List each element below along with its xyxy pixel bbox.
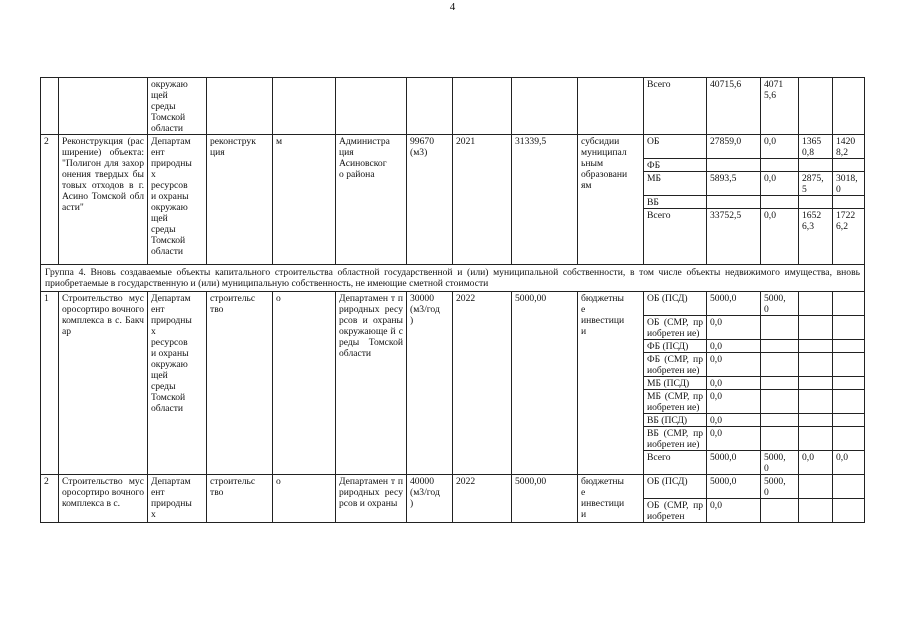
source-year1 (761, 353, 799, 377)
year-cell: 2022 (453, 475, 512, 523)
page-number: 4 (449, 1, 456, 13)
source-year2 (799, 377, 833, 390)
source-label: ВБ (644, 196, 707, 209)
funding-form: бюджетны е инвестици и (578, 475, 644, 523)
source-year1 (761, 390, 799, 414)
source-total: 40715,6 (707, 78, 761, 135)
source-total (707, 159, 761, 172)
capacity-cell: 40000 (м3/год ) (407, 475, 453, 523)
source-year2: 2875, 5 (799, 172, 833, 196)
source-total: 0,0 (707, 427, 761, 451)
object-name: Строительство мусоросортиро вочного комплекса в с. (59, 475, 148, 523)
customer-cell: Департам ент природны х ресурсов и охраны окружаю щей среды Томской области (148, 135, 207, 265)
source-total: 5000,0 (707, 292, 761, 316)
source-label: Всего (644, 78, 707, 135)
source-year2: 1365 0,8 (799, 135, 833, 159)
source-total: 0,0 (707, 353, 761, 377)
table-row (41, 292, 865, 316)
source-total: 0,0 (707, 340, 761, 353)
address-cell: Департамен т природных ресурсов и охраны (336, 475, 407, 523)
source-total: 5000,0 (707, 475, 761, 499)
customer-cell: Департам ент природны х (148, 475, 207, 523)
address-cell: Администра ция Асиновског о района (336, 135, 407, 265)
funding-form: бюджетны е инвестици и (578, 292, 644, 475)
source-label: МБ (644, 172, 707, 196)
work-type: реконструк ция (207, 135, 273, 265)
source-year2 (799, 499, 833, 523)
source-year1: 0,0 (761, 172, 799, 196)
source-label: Всего (644, 451, 707, 475)
year-cell: 2022 (453, 292, 512, 475)
source-year3: 1722 6,2 (833, 209, 865, 265)
source-total: 5893,5 (707, 172, 761, 196)
source-year3 (833, 390, 865, 414)
source-year2 (799, 340, 833, 353)
source-year1: 0,0 (761, 135, 799, 159)
object-name: Реконструкция (расширение) объекта: "Полигон для захоронения твердых бытовых отходов в г. Асино Томской области" (59, 135, 148, 265)
source-year2 (799, 159, 833, 172)
object-name: Строительство мусоросортиро вочного комплекса в с. Бакчар (59, 292, 148, 475)
source-year2 (799, 414, 833, 427)
source-year1: 0,0 (761, 209, 799, 265)
source-year2 (799, 390, 833, 414)
source-total: 0,0 (707, 377, 761, 390)
source-year1 (761, 377, 799, 390)
cost-cell: 31339,5 (512, 135, 578, 265)
source-year3 (833, 78, 865, 135)
cost-cell: 5000,00 (512, 475, 578, 523)
customer-cell: окружаю щей среды Томской области (148, 78, 207, 135)
source-year3: 3018, 0 (833, 172, 865, 196)
source-year2 (799, 353, 833, 377)
source-total: 0,0 (707, 390, 761, 414)
table-row (41, 475, 865, 499)
source-total: 33752,5 (707, 209, 761, 265)
source-year1 (761, 316, 799, 340)
source-year3 (833, 159, 865, 172)
source-year2: 0,0 (799, 451, 833, 475)
source-year1 (761, 159, 799, 172)
row-number: 2 (41, 475, 59, 523)
funding-form: субсидии муниципал ьным образовани ям (578, 135, 644, 265)
capacity-cell: 99670 (м3) (407, 135, 453, 265)
source-total: 27859,0 (707, 135, 761, 159)
source-year1: 5000, 0 (761, 475, 799, 499)
address-cell: Департамен т природных ресурсов и охраны окружающе й среды Томской области (336, 292, 407, 475)
source-label: ФБ (СМР, приобретен ие) (644, 353, 707, 377)
source-year3 (833, 316, 865, 340)
customer-cell: Департам ент природны х ресурсов и охраны окружаю щей среды Томской области (148, 292, 207, 475)
source-total: 0,0 (707, 316, 761, 340)
object-type: о (273, 475, 336, 523)
source-year1: 5000, 0 (761, 451, 799, 475)
source-total (707, 196, 761, 209)
source-year2 (799, 292, 833, 316)
work-type: строительс тво (207, 292, 273, 475)
source-label: ВБ (ПСД) (644, 414, 707, 427)
source-year3 (833, 414, 865, 427)
source-total: 0,0 (707, 414, 761, 427)
source-year3 (833, 353, 865, 377)
row-number: 2 (41, 135, 59, 265)
source-year3 (833, 292, 865, 316)
source-year1 (761, 499, 799, 523)
source-year1 (761, 427, 799, 451)
source-label: ОБ (ПСД) (644, 292, 707, 316)
source-year3: 1420 8,2 (833, 135, 865, 159)
work-type: строительс тво (207, 475, 273, 523)
capacity-cell: 30000 (м3/год ) (407, 292, 453, 475)
source-label: Всего (644, 209, 707, 265)
table-row (41, 135, 865, 159)
source-year3 (833, 196, 865, 209)
year-cell: 2021 (453, 135, 512, 265)
source-year2 (799, 78, 833, 135)
source-year3 (833, 499, 865, 523)
source-label: ОБ (СМР, приобретен ие) (644, 316, 707, 340)
source-total: 0,0 (707, 499, 761, 523)
source-year2 (799, 475, 833, 499)
source-label: ФБ (644, 159, 707, 172)
object-type: о (273, 292, 336, 475)
group-header-row (41, 265, 865, 292)
source-year2 (799, 427, 833, 451)
source-label: ФБ (ПСД) (644, 340, 707, 353)
source-label: ОБ (ПСД) (644, 475, 707, 499)
row-number: 1 (41, 292, 59, 475)
source-label: МБ (СМР, приобретен ие) (644, 390, 707, 414)
source-total: 5000,0 (707, 451, 761, 475)
source-year2 (799, 316, 833, 340)
source-year3: 0,0 (833, 451, 865, 475)
source-year1 (761, 196, 799, 209)
object-type: м (273, 135, 336, 265)
cost-cell: 5000,00 (512, 292, 578, 475)
source-year1 (761, 414, 799, 427)
group-title: Группа 4. Вновь создаваемые объекты капитального строительства областной государственной и (или) муниципальной собственности, в том числе объекты недвижимого имущества, вновь приобретаемые в государственную и (или) муниципальную собственность, не имеющие сметной стоимости (41, 265, 865, 292)
source-label: ОБ (СМР, приобретен (644, 499, 707, 523)
source-year1 (761, 340, 799, 353)
source-year3 (833, 340, 865, 353)
objects-table (40, 77, 865, 523)
source-label: МБ (ПСД) (644, 377, 707, 390)
source-year2: 1652 6,3 (799, 209, 833, 265)
source-label: ВБ (СМР, приобретен ие) (644, 427, 707, 451)
source-year3 (833, 377, 865, 390)
source-year2 (799, 196, 833, 209)
source-year3 (833, 475, 865, 499)
table-row (41, 78, 865, 135)
source-year1: 5000, 0 (761, 292, 799, 316)
source-year1: 4071 5,6 (761, 78, 799, 135)
source-year3 (833, 427, 865, 451)
source-label: ОБ (644, 135, 707, 159)
